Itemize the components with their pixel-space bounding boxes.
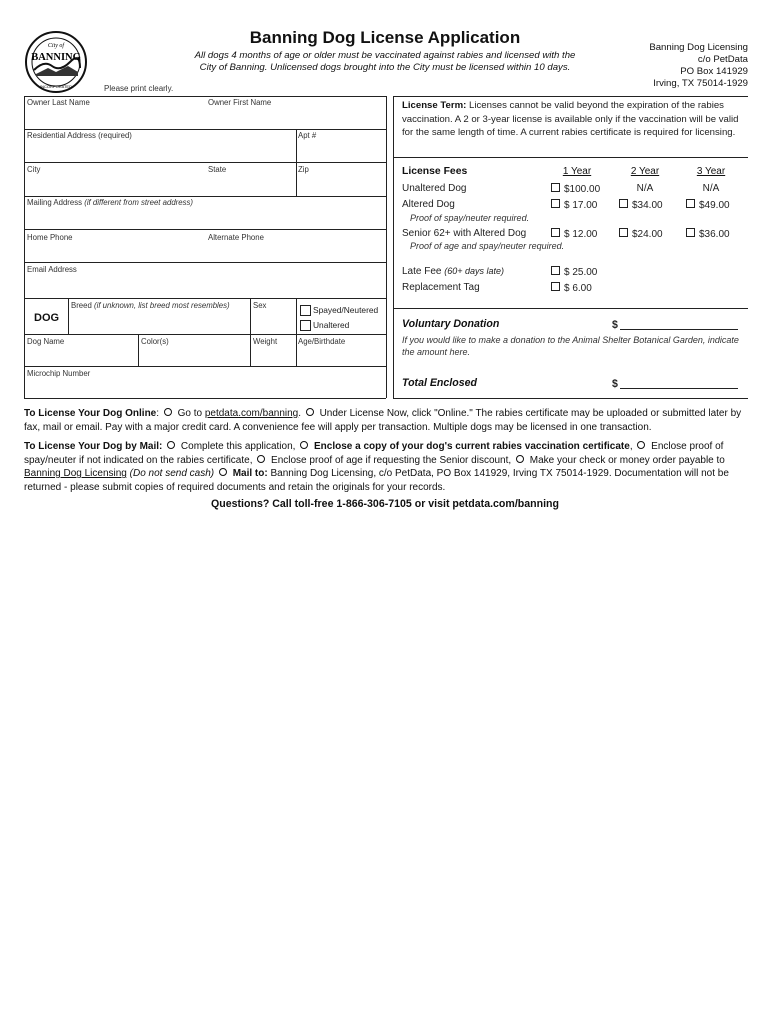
- fee-altered-1yr-option[interactable]: [551, 199, 597, 211]
- seal-top-text: City of: [47, 43, 65, 49]
- replacement-tag-label: Replacement Tag: [402, 282, 480, 293]
- license-term: [402, 99, 746, 140]
- address-line: c/o PetData: [697, 54, 748, 65]
- page-title: Banning Dog License Application: [249, 28, 521, 47]
- fee-value: $36.00: [699, 229, 730, 240]
- sex-label: Sex: [253, 301, 267, 310]
- breed-note: (if unknown, list breed most resembles): [93, 301, 230, 310]
- owner-first-name-field[interactable]: Owner First Name: [208, 98, 272, 107]
- subtitle-line-2: City of Banning. Unlicensed dogs brought into the City must be licensed within 10 days.: [199, 62, 571, 73]
- mailing-address-note: (if different from street address): [84, 198, 193, 207]
- microchip-number-field[interactable]: Microchip Number: [27, 369, 91, 378]
- fee-note: Proof of spay/neuter required.: [410, 213, 530, 223]
- fee-value: $100.00: [564, 184, 601, 195]
- checkbox-icon: [686, 199, 695, 208]
- replacement-tag-option[interactable]: [551, 282, 592, 294]
- fee-value: $ 6.00: [564, 283, 592, 294]
- print-note: Please print clearly.: [104, 84, 174, 93]
- age-birthdate-field[interactable]: Age/Birthdate: [298, 337, 346, 346]
- dollar-sign: $: [612, 378, 618, 390]
- mail-lead: To License Your Dog by Mail:: [24, 441, 163, 452]
- apt-field[interactable]: Apt #: [298, 131, 317, 140]
- col-1-year: 1 Year: [562, 166, 592, 177]
- fee-value: $49.00: [699, 200, 730, 211]
- fee-senior-3yr-option[interactable]: [686, 228, 730, 240]
- breed-field[interactable]: [71, 301, 230, 310]
- mailing-address-block: [649, 42, 748, 90]
- fee-altered-3yr-option[interactable]: [686, 199, 730, 211]
- fee-value: $34.00: [632, 200, 663, 211]
- fee-row-label: Altered Dog: [402, 199, 455, 210]
- fee-value: $ 25.00: [564, 267, 598, 278]
- dollar-sign: $: [612, 319, 618, 331]
- bullet-icon: [257, 455, 265, 463]
- total-enclosed-label: Total Enclosed: [402, 377, 477, 389]
- unaltered-checkbox[interactable]: [300, 320, 311, 331]
- seal-name: BANNING: [31, 52, 81, 63]
- city-field[interactable]: City: [27, 165, 41, 174]
- fee-altered-2yr-option[interactable]: [619, 199, 663, 211]
- mail-instructions: To License Your Dog by Mail: Complete this application, Enclose a copy of your dog's current rabies vaccination certificate, Enclose proof of spay/neuter if not indicated on the rabies certificate, Enclose proof of age if requesting the Senior discount, Make your check or money order payable to Banning Dog Licensing (Do not send cash) Mail to: Banning Dog Licensing, c/o PetData, PO Box 141929, Irving TX 75014-1929. Documentation will not be returned - please submit copies of required documents and retain the originals for your records.: [24, 441, 729, 493]
- checkbox-icon: [551, 282, 560, 291]
- fee-unaltered-1yr-option[interactable]: [551, 183, 600, 195]
- colors-field[interactable]: Color(s): [141, 337, 169, 346]
- city-seal-logo: [24, 30, 88, 94]
- license-term-text: Licenses cannot be valid beyond the expiration of the rabies vaccination. A 2 or 3-year license is available only if the vaccination will be valid for the same length of time. A current rabies certificate is required for licensing.: [402, 100, 739, 138]
- fee-unaltered-3yr: N/A: [702, 183, 720, 194]
- col-3-year: 3 Year: [696, 166, 726, 177]
- donation-amount-field[interactable]: [612, 318, 740, 331]
- col-2-year: 2 Year: [630, 166, 660, 177]
- fee-unaltered-2yr: N/A: [636, 183, 654, 194]
- fee-senior-1yr-option[interactable]: [551, 228, 597, 240]
- zip-field[interactable]: Zip: [298, 165, 309, 174]
- address-line: PO Box 141929: [680, 66, 748, 77]
- spayed-neutered-checkbox[interactable]: [300, 305, 311, 316]
- fee-row-label: Unaltered Dog: [402, 183, 467, 194]
- unaltered-label: Unaltered: [313, 320, 350, 330]
- fee-senior-2yr-option[interactable]: [619, 228, 663, 240]
- late-fee-option[interactable]: [551, 266, 597, 278]
- donation-note: If you would like to make a donation to the Animal Shelter Botanical Garden, indicate the amount here.: [402, 335, 739, 357]
- dog-section-label: DOG: [34, 312, 60, 324]
- license-term-label: License Term:: [402, 100, 467, 111]
- address-line: Banning Dog Licensing: [649, 42, 748, 53]
- weight-field[interactable]: Weight: [253, 337, 278, 346]
- late-fee-text: Late Fee: [402, 266, 442, 277]
- fee-row-label: Senior 62+ with Altered Dog: [402, 228, 527, 239]
- subtitle-line-1: All dogs 4 months of age or older must be vaccinated against rabies and licensed with the: [194, 50, 576, 61]
- bullet-icon: [637, 441, 645, 449]
- residential-address-field[interactable]: Residential Address (required): [27, 131, 132, 140]
- checkbox-icon: [551, 266, 560, 275]
- online-lead: To License Your Dog Online: [24, 408, 157, 419]
- bullet-icon: [300, 441, 308, 449]
- donation-label: Voluntary Donation: [402, 318, 500, 330]
- subtitle: [172, 50, 598, 74]
- mailing-address-label: Mailing Address: [27, 198, 83, 207]
- bullet-icon: [167, 441, 175, 449]
- spayed-neutered-label: Spayed/Neutered: [313, 305, 379, 315]
- state-field[interactable]: State: [208, 165, 227, 174]
- alternate-phone-field[interactable]: Alternate Phone: [208, 233, 264, 242]
- fee-note: Proof of age and spay/neuter required.: [410, 241, 565, 251]
- checkbox-icon: [551, 199, 560, 208]
- checkbox-icon: [619, 199, 628, 208]
- bullet-icon: [306, 408, 314, 416]
- address-line: Irving, TX 75014-1929: [653, 78, 748, 89]
- owner-last-name-field[interactable]: Owner Last Name: [27, 98, 90, 107]
- checkbox-icon: [551, 183, 560, 192]
- email-address-field[interactable]: Email Address: [27, 265, 77, 274]
- fee-value: $ 17.00: [564, 200, 598, 211]
- checkbox-icon: [619, 228, 628, 237]
- late-fee-label: [402, 266, 504, 277]
- checkbox-icon: [686, 228, 695, 237]
- questions-line: Questions? Call toll-free 1-866-306-7105 or visit petdata.com/banning: [211, 498, 559, 510]
- total-enclosed-field[interactable]: [612, 377, 738, 390]
- late-fee-note: (60+ days late): [444, 266, 505, 276]
- fee-value: $ 12.00: [564, 229, 598, 240]
- seal-ring-text: INCORPORATED: [40, 84, 72, 89]
- bullet-icon: [516, 455, 524, 463]
- home-phone-field[interactable]: Home Phone: [27, 233, 73, 242]
- breed-label: Breed: [71, 301, 92, 310]
- mailing-address-field[interactable]: [27, 198, 193, 207]
- payee: Banning Dog Licensing: [24, 468, 127, 479]
- bullet-icon: [219, 468, 227, 476]
- online-instructions: To License Your Dog Online: Go to petdata.com/banning. Under License Now, click "Online." The rabies certificate may be uploaded or submitted later by fax, mail or email. Pay with a major credit card. A convenience fee will apply per transaction. Multiple dogs may be licensed in one transaction.: [24, 408, 742, 433]
- bullet-icon: [164, 408, 172, 416]
- checkbox-icon: [551, 228, 560, 237]
- fee-value: $24.00: [632, 229, 663, 240]
- license-fees-heading: License Fees: [402, 166, 468, 177]
- dog-name-field[interactable]: Dog Name: [27, 337, 65, 346]
- petdata-link[interactable]: petdata.com/banning: [204, 408, 299, 419]
